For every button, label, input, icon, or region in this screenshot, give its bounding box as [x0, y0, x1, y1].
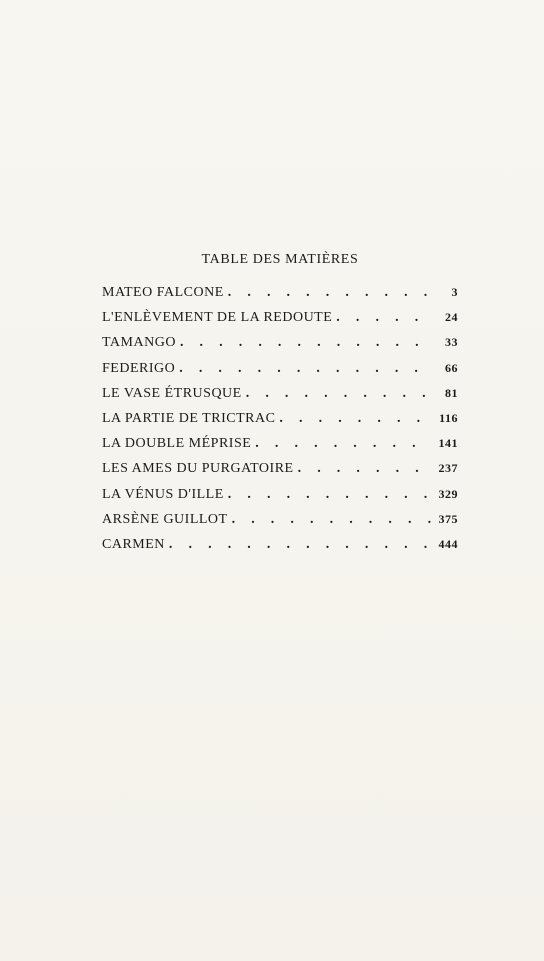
toc-entry — [102, 285, 458, 310]
entry-page-number: 141 — [438, 436, 458, 451]
entry-title: TAMANGO — [102, 335, 176, 351]
toc-entry — [102, 436, 458, 461]
entry-page-number: 3 — [451, 285, 458, 299]
toc-entry — [102, 361, 458, 386]
table-of-contents — [102, 285, 458, 562]
toc-entry — [102, 512, 458, 537]
entry-page-number: 375 — [438, 511, 458, 526]
toc-entry — [102, 461, 458, 486]
entry-page-number: 329 — [438, 486, 458, 501]
entry-title: FEDERIGO — [102, 360, 176, 376]
entry-page-number: 81 — [445, 385, 458, 400]
dot-leader — [279, 411, 432, 427]
dot-leader — [228, 285, 432, 301]
toc-entry — [102, 310, 458, 335]
entry-page-number: 66 — [445, 360, 458, 375]
entry-page-number: 444 — [438, 536, 458, 551]
dot-leader — [246, 386, 432, 402]
entry-page-number: 116 — [439, 410, 458, 425]
dot-leader — [232, 512, 432, 528]
entry-page-number: 237 — [438, 461, 458, 476]
entry-title: LE VASE ÉTRUSQUE — [102, 385, 242, 401]
entry-title: LES AMES DU PURGATOIRE — [102, 461, 294, 477]
entry-page-number: 24 — [445, 310, 458, 325]
entry-title: LA VÉNUS D'ILLE — [102, 486, 224, 502]
entry-title: LA PARTIE DE TRICTRAC — [102, 410, 276, 426]
entry-page-number: 33 — [445, 335, 458, 350]
toc-entry — [102, 487, 458, 512]
toc-entry — [102, 386, 458, 411]
toc-entry — [102, 537, 458, 562]
entry-title: ARSÈNE GUILLOT — [102, 511, 228, 527]
entry-title: L'ENLÈVEMENT DE LA REDOUTE — [102, 310, 333, 326]
toc-entry — [102, 411, 458, 436]
dot-leader — [179, 361, 432, 377]
entry-title: LA DOUBLE MÉPRISE — [102, 436, 252, 452]
dot-leader — [228, 487, 432, 503]
dot-leader — [180, 335, 432, 351]
entry-title: MATEO FALCONE — [102, 285, 224, 300]
page-title: TABLE DES MATIÈRES — [201, 252, 359, 267]
dot-leader — [298, 461, 432, 477]
dot-leader — [169, 537, 432, 553]
entry-title: CARMEN — [102, 536, 165, 552]
dot-leader — [255, 436, 432, 452]
dot-leader — [336, 310, 432, 326]
toc-entry — [102, 335, 458, 360]
